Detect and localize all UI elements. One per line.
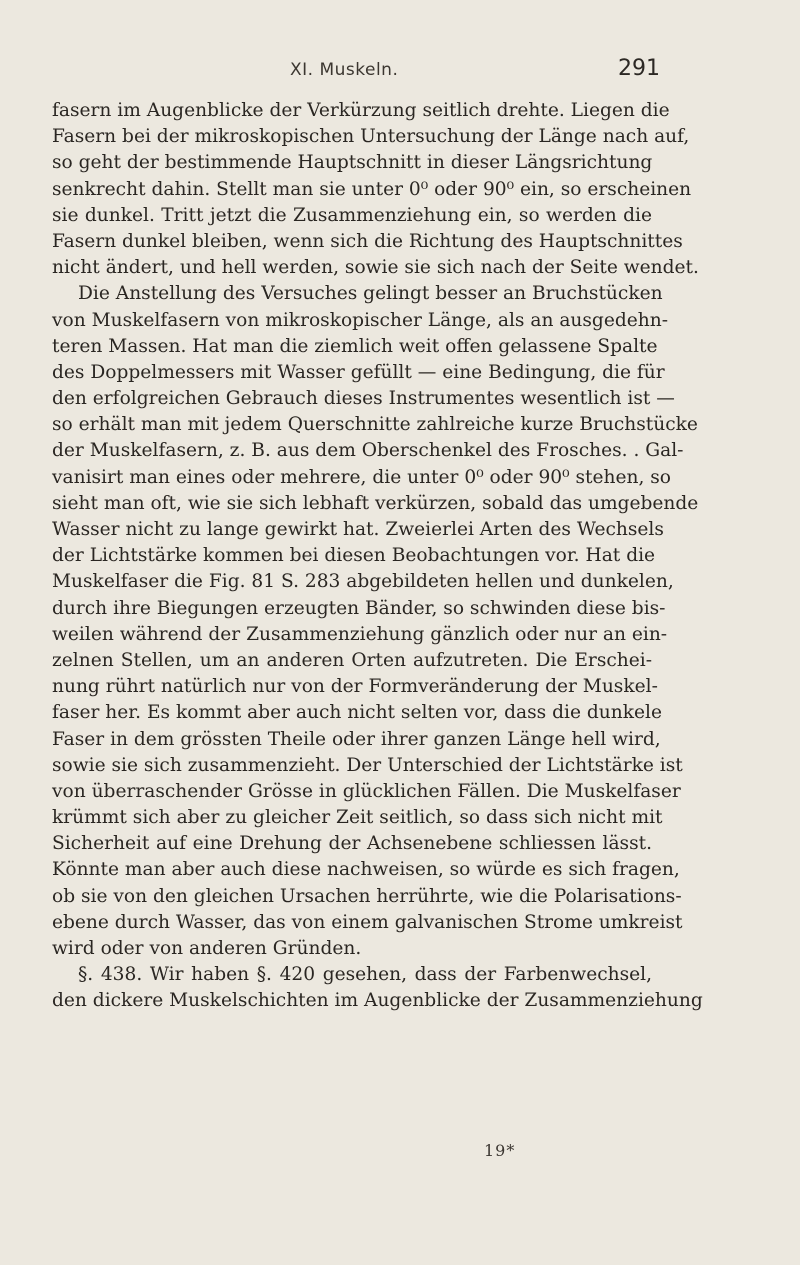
text-line: faser her. Es kommt aber auch nicht selten vor, dass die dunkele bbox=[52, 702, 662, 724]
text-line: Faser in dem grössten Theile oder ihrer ganzen Länge hell wird, bbox=[52, 728, 661, 750]
text-line: den dickere Muskelschichten im Augenblicke der Zusammenziehung bbox=[52, 990, 703, 1012]
text-line: Sicherheit auf eine Drehung der Achsenebene schliessen lässt. bbox=[52, 833, 652, 855]
text-line: sowie sie sich zusammenzieht. Der Unterschied der Lichtstärke ist bbox=[52, 754, 683, 776]
text-line: wird oder von anderen Gründen. bbox=[52, 938, 362, 959]
text-line: nicht ändert, und hell werden, sowie sie sich nach der Seite wendet. bbox=[52, 257, 699, 279]
page-number: 291 bbox=[618, 56, 660, 81]
text-line: Muskelfaser die Fig. 81 S. 283 abgebildeten hellen und dunkelen, bbox=[52, 571, 674, 593]
text-line: sieht man oft, wie sie sich lebhaft verkürzen, sobald das umgebende bbox=[52, 492, 699, 514]
text-line: Fasern dunkel bleiben, wenn sich die Richtung des Hauptschnittes bbox=[52, 230, 683, 252]
text-line: fasern im Augenblicke der Verkürzung seitlich drehte. Liegen die bbox=[52, 100, 670, 121]
text-line: der Lichtstärke kommen bei diesen Beobachtungen vor. Hat die bbox=[52, 545, 656, 567]
text-line: senkrecht dahin. Stellt man sie unter 0⁰ oder 90⁰ ein, so erscheinen bbox=[52, 178, 692, 200]
text-line: ebene durch Wasser, das von einem galvanischen Strome umkreist bbox=[52, 911, 683, 933]
text-line: weilen während der Zusammenziehung gänzlich oder nur an ein- bbox=[52, 623, 668, 645]
paragraph-start-line: §. 438. Wir haben §. 420 gesehen, dass der Farbenwechsel, bbox=[78, 964, 652, 986]
running-head bbox=[0, 56, 800, 86]
text-line: von überraschender Grösse in glücklichen Fällen. Die Muskelfaser bbox=[52, 780, 681, 802]
text-line: der Muskelfasern, z. B. aus dem Oberschenkel des Frosches. . Gal- bbox=[52, 440, 684, 462]
text-line: vanisirt man eines oder mehrere, die unter 0⁰ oder 90⁰ stehen, so bbox=[52, 466, 672, 488]
text-line: so geht der bestimmende Hauptschnitt in dieser Längsrichtung bbox=[52, 152, 653, 174]
text-line: des Doppelmessers mit Wasser gefüllt — eine Bedingung, die für bbox=[52, 361, 665, 383]
text-line: nung rührt natürlich nur von der Formveränderung der Muskel- bbox=[52, 676, 658, 698]
text-line: krümmt sich aber zu gleicher Zeit seitlich, so dass sich nicht mit bbox=[52, 807, 663, 829]
text-line: teren Massen. Hat man die ziemlich weit offen gelassene Spalte bbox=[52, 335, 658, 357]
chapter-title: XI. Muskeln. bbox=[290, 60, 399, 80]
signature-mark: 19* bbox=[484, 1141, 516, 1160]
text-line: Könnte man aber auch diese nachweisen, so würde es sich fragen, bbox=[52, 859, 680, 881]
text-line: Fasern bei der mikroskopischen Untersuchung der Länge nach auf, bbox=[52, 126, 690, 148]
text-line: sie dunkel. Tritt jetzt die Zusammenziehung ein, so werden die bbox=[52, 204, 652, 226]
text-line: Wasser nicht zu lange gewirkt hat. Zweierlei Arten des Wechsels bbox=[52, 519, 664, 540]
text-line: durch ihre Biegungen erzeugten Bänder, so schwinden diese bis- bbox=[52, 597, 666, 619]
paragraph-start-line: Die Anstellung des Versuches gelingt besser an Bruchstücken bbox=[78, 283, 663, 305]
text-line: den erfolgreichen Gebrauch dieses Instrumentes wesentlich ist — bbox=[52, 388, 675, 410]
text-line: so erhält man mit jedem Querschnitte zahlreiche kurze Bruchstücke bbox=[52, 414, 698, 436]
text-line: von Muskelfasern von mikroskopischer Länge, als an ausgedehn- bbox=[52, 309, 668, 331]
text-line: ob sie von den gleichen Ursachen herrührte, wie die Polarisations- bbox=[52, 885, 682, 907]
body-text bbox=[52, 98, 703, 1015]
text-line: zelnen Stellen, um an anderen Orten aufzutreten. Die Erschei- bbox=[52, 649, 652, 671]
